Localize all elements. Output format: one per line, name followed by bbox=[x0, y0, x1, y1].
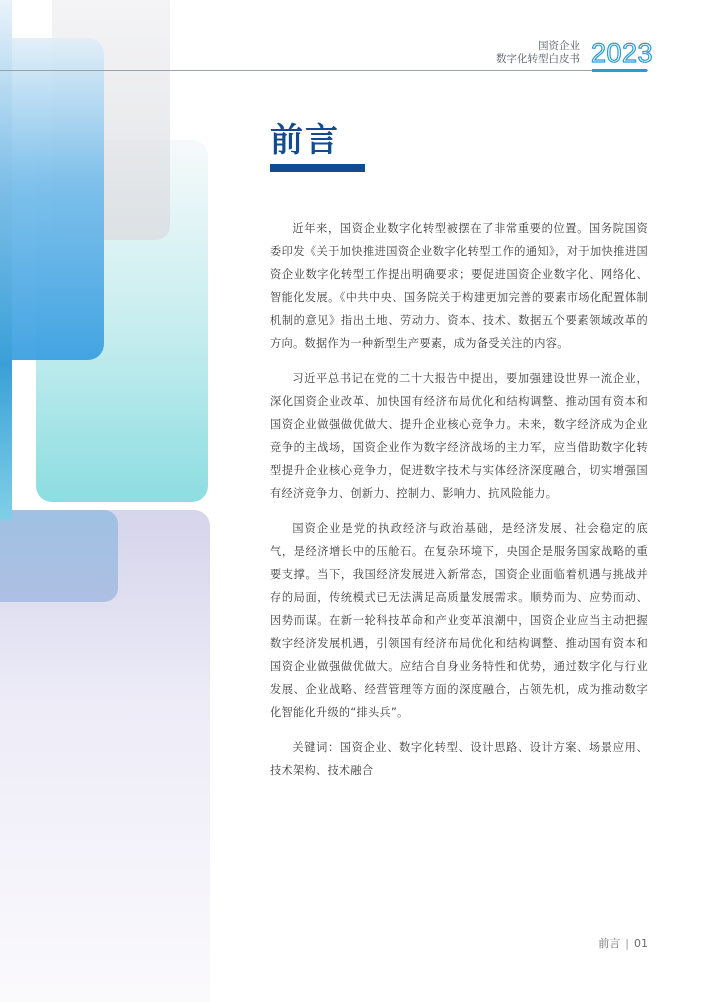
decorative-panel-blue bbox=[0, 38, 104, 360]
header-year-underline bbox=[592, 69, 647, 72]
header-year: 2023 bbox=[591, 38, 654, 68]
title-underline-bar bbox=[270, 164, 365, 172]
paragraph-intro: 近年来，国资企业数字化转型被摆在了非常重要的位置。国务院国资委印发《关于加快推进国资企业数字化转型工作的通知》，对于加快推进国资企业数字化转型工作提出明确要求；要促进国资企业数字化、网络化、智能化发展。《中共中央、国务院关于构建更加完善的要素市场化配置体制机制的意见》指出土地、劳动力、资本、技术、数据五个要素领域改革的方向。数据作为一种新型生产要素，成为备受关注的内容。 bbox=[270, 222, 648, 350]
footer-page-number: 01 bbox=[634, 937, 648, 950]
header-title-line1: 国资企业 bbox=[538, 40, 580, 52]
header-rule bbox=[0, 70, 648, 71]
decorative-panel-slate bbox=[0, 510, 118, 602]
footer-section-label: 前言 bbox=[598, 937, 621, 950]
header-title-line2: 数字化转型白皮书 bbox=[496, 53, 580, 65]
decorative-edge-strip bbox=[0, 0, 12, 520]
paragraph-keywords: 关键词：国资企业、数字化转型、设计思路、设计方案、场景应用、技术架构、技术融合 bbox=[270, 741, 648, 777]
header-publication-title bbox=[496, 40, 580, 66]
page-footer bbox=[598, 935, 648, 951]
footer-separator: | bbox=[625, 937, 629, 950]
paragraph-report: 习近平总书记在党的二十大报告中提出，要加强建设世界一流企业，深化国资企业改革、加快国有经济布局优化和结构调整、推动国有资本和国资企业做强做优做大、提升企业核心竞争力。未来，数字经济成为企业竞争的主战场，国资企业作为数字经济战场的主力军，应当借助数字化转型提升企业核心竞争力，促进数字技术与实体经济深度融合，切实增强国有经济竞争力、创新力、控制力、影响力、抗风险能力。 bbox=[270, 372, 648, 500]
body-content bbox=[270, 217, 648, 794]
paragraph-soe-role: 国资企业是党的执政经济与政治基础，是经济发展、社会稳定的底气，是经济增长中的压舱石。在复杂环境下，央国企是服务国家战略的重要支撑。当下，我国经济发展进入新常态，国资企业面临着机遇与挑战并存的局面，传统模式已无法满足高质量发展需求。顺势而为、应势而动、因势而谋。在新一轮科技革命和产业变革浪潮中，国资企业应当主动把握数字经济发展机遇，引领国有经济布局优化和结构调整、推动国有资本和国资企业做强做优做大。应结合自身业务特性和优势，通过数字化与行业发展、企业战略、经营管理等方面的深度融合，占领先机，成为推动数字化智能化升级的“排头兵”。 bbox=[270, 522, 648, 719]
page-title: 前言 bbox=[270, 120, 340, 159]
